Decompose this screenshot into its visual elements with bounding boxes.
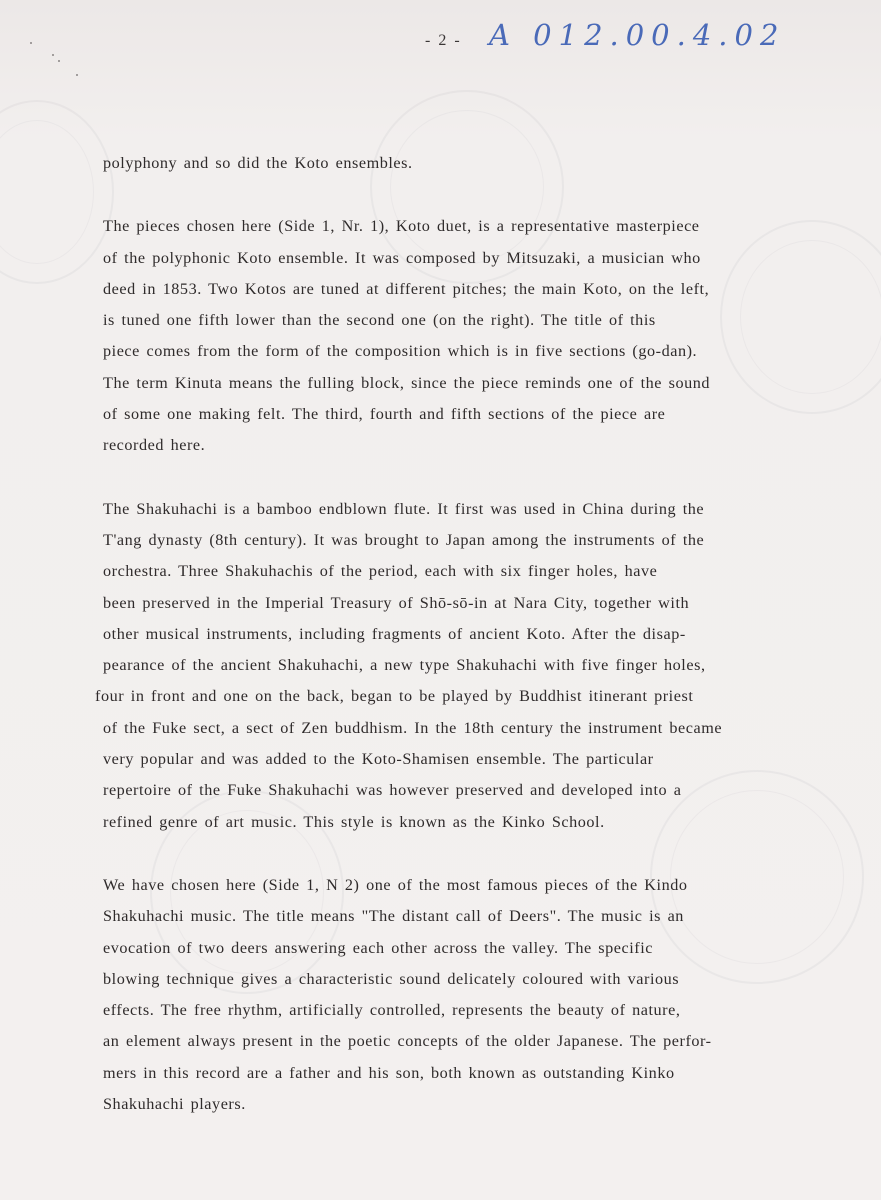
paragraph-deers: [100, 870, 860, 1120]
page-header: [425, 18, 845, 64]
text-line: an element always present in the poetic concepts of the older Japanese. The perfor-: [103, 1032, 712, 1051]
text-line: very popular and was added to the Koto-Shamisen ensemble. The particular: [103, 750, 654, 769]
text-line: recorded here.: [103, 436, 206, 455]
text-line: evocation of two deers answering each other across the valley. The specific: [103, 938, 654, 957]
text-line: effects. The free rhythm, artificially controlled, represents the beauty of nature,: [103, 1001, 681, 1020]
text-line: four in front and one on the back, began to be played by Buddhist itinerant priest: [95, 687, 694, 706]
text-line: is tuned one fifth lower than the second one (on the right). The title of this: [103, 311, 656, 330]
text-line: blowing technique gives a characteristic sound delicately coloured with various: [103, 969, 680, 988]
text-line: deed in 1853. Two Kotos are tuned at different pitches; the main Koto, on the left,: [103, 279, 710, 298]
text-line: of some one making felt. The third, fourth and fifth sections of the piece are: [103, 405, 666, 424]
text-line: orchestra. Three Shakuhachis of the period, each with six finger holes, have: [103, 562, 658, 581]
text-line: mers in this record are a father and his son, both known as outstanding Kinko: [103, 1063, 675, 1082]
paragraph-shakuhachi: [95, 494, 860, 838]
paragraph-intro: [100, 148, 860, 179]
text-line: Shakuhachi players.: [103, 1095, 246, 1114]
text-line: other musical instruments, including fragments of ancient Koto. After the disap-: [103, 624, 686, 643]
faint-stamp-left: [0, 100, 114, 284]
paper-specks: [28, 36, 88, 86]
page-number: - 2 -: [425, 32, 462, 49]
text-line: Shakuhachi music. The title means "The distant call of Deers". The music is an: [103, 907, 684, 926]
text-line: The term Kinuta means the fulling block, since the piece reminds one of the sound: [103, 373, 711, 392]
text-line: been preserved in the Imperial Treasury of Shō-sō-in at Nara City, together with: [103, 593, 690, 612]
text-line: The pieces chosen here (Side 1, Nr. 1), Koto duet, is a representative masterpiece: [103, 217, 700, 236]
text-line: We have chosen here (Side 1, N 2) one of the most famous pieces of the Kindo: [103, 875, 688, 894]
paragraph-koto: [100, 211, 860, 461]
text-line: The Shakuhachi is a bamboo endblown flute. It first was used in China during the: [103, 499, 705, 518]
text-line: polyphony and so did the Koto ensembles.: [103, 154, 413, 172]
text-line: refined genre of art music. This style is known as the Kinko School.: [103, 812, 605, 831]
text-line: of the Fuke sect, a sect of Zen buddhism. In the 18th century the instrument became: [103, 718, 723, 737]
text-line: pearance of the ancient Shakuhachi, a new type Shakuhachi with five finger holes,: [103, 656, 706, 675]
document-body: [95, 148, 860, 1120]
text-line: of the polyphonic Koto ensemble. It was composed by Mitsuzaki, a musician who: [103, 248, 701, 267]
text-line: repertoire of the Fuke Shakuhachi was however preserved and developed into a: [103, 781, 682, 800]
handwritten-reference-code: A 012.00.4.02: [489, 18, 786, 52]
text-line: T'ang dynasty (8th century). It was brought to Japan among the instruments of the: [103, 530, 705, 549]
text-line: piece comes from the form of the composition which is in five sections (go-dan).: [103, 342, 698, 361]
